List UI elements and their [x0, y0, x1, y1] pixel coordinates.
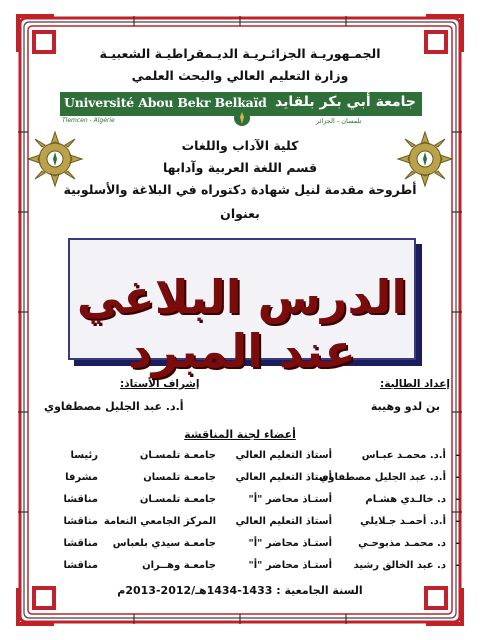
member-name: أ.د. أحمـد جـلايلي [360, 516, 446, 527]
university-name-ar: جامعة أبي بكر بلقايد [274, 94, 416, 110]
prepared-by-label: إعداد الطالبة: [380, 378, 450, 390]
member-rank: أستـاذ محاضر "أ" [248, 560, 332, 571]
committee-member-row [20, 450, 460, 468]
member-name: أ.د. محمـد عبـاس [361, 450, 446, 461]
member-rank: أستـاذ محاضر "أ" [248, 538, 332, 549]
member-university: جامعـة تلمسـان [139, 494, 216, 505]
member-dash: - [455, 560, 460, 571]
university-logo-icon [232, 108, 252, 128]
member-rank: أستاذ التعليم العالي [235, 450, 332, 461]
member-rank: أستاذ التعليم العالي [235, 516, 332, 527]
member-university: جامعـة سيدي بلعباس [112, 538, 216, 549]
member-rank: أستاذ التعليم العالي [235, 472, 332, 483]
student-name: بن لدو وهيبة [370, 400, 440, 413]
titled-label: بعنوان [220, 206, 260, 221]
academic-year: السنة الجامعية : 1433-1434هـ/2012-2013م [117, 584, 363, 597]
member-role: مناقشا [63, 494, 98, 505]
member-name: د. محمـد مذبوحـي [358, 538, 446, 549]
department-name: قسم اللغة العربية وآدابها [162, 160, 318, 175]
thesis-title: الدرس البلاغي عند المبرد [76, 270, 408, 378]
committee-member-row [20, 472, 460, 490]
member-name: أ.د. عبد الجليل مصطفاوي [319, 472, 446, 483]
committee-member-row [20, 494, 460, 512]
member-dash: - [455, 494, 460, 505]
member-dash: - [455, 472, 460, 483]
member-rank: أستـاذ محاضر "أ" [248, 494, 332, 505]
member-role: مناقشا [63, 516, 98, 527]
member-role: مشرفا [65, 472, 98, 483]
member-role: مناقشا [63, 560, 98, 571]
supervisor-name: أ.د. عبد الجليل مصطفاوي [44, 400, 184, 413]
faculty-name: كلية الآداب واللغات [181, 138, 299, 153]
committee-member-row [20, 538, 460, 556]
thesis-description: أطروحة مقدمة لنيل شهادة دكتوراه في البلاغة والأسلوبية [63, 182, 417, 197]
member-role: مناقشا [63, 538, 98, 549]
member-university: جامعـة تلمسـان [139, 450, 216, 461]
university-name-fr: Université Abou Bekr Belkaïd [64, 95, 267, 110]
committee-member-row [20, 516, 460, 534]
member-university: جامعـة تلمسان [143, 472, 216, 483]
member-role: رئيسا [70, 450, 98, 461]
member-name: د. عبد الخالق رشيد [353, 560, 446, 571]
committee-heading: أعضاء لجنة المناقشة [184, 428, 296, 441]
member-university: المركز الجامعي النعامة [103, 516, 216, 527]
thesis-title-box [68, 238, 416, 378]
member-dash: - [455, 450, 460, 461]
member-university: جامعـة وهــران [142, 560, 216, 571]
supervised-by-label: إشراف الأستاذ: [120, 378, 200, 390]
member-dash: - [455, 538, 460, 549]
university-city-ar: تلمسان - الجزائر [316, 117, 362, 125]
university-city-fr: Tlemcen - Algérie [62, 117, 115, 124]
committee-member-row [20, 560, 460, 578]
republic-heading: الجمـهوريـة الجزائـريـة الديـمقراطيـة الشعبيـة [99, 46, 381, 61]
member-dash: - [455, 516, 460, 527]
member-name: د. خالـدي هشـام [365, 494, 446, 505]
ministry-heading: وزارة التعليم العالي والبحث العلمي [131, 68, 349, 83]
